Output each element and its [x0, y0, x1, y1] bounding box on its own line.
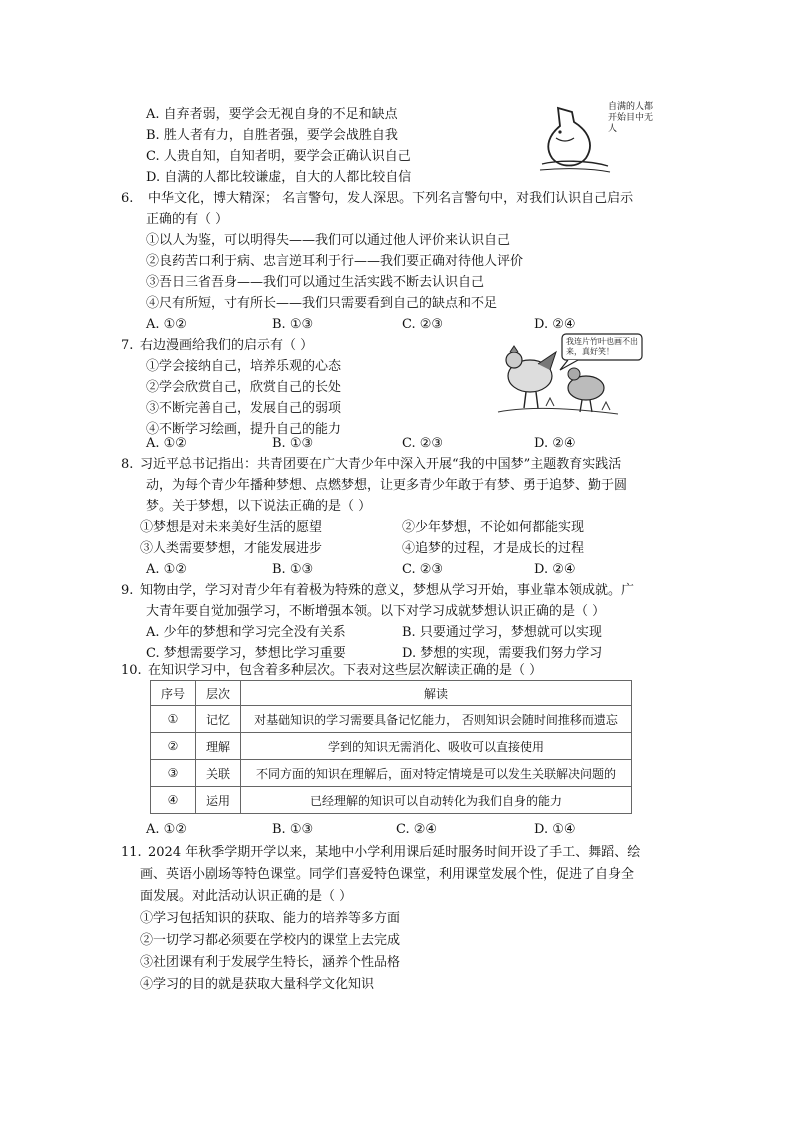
q6-item-1: ①以人为鉴，可以明得失——我们可以通过他人评价来认识自己: [146, 233, 511, 248]
q6-option-b: B. ①③: [272, 317, 314, 332]
table-cell: 学到的知识无需消化、吸收可以直接使用: [241, 733, 632, 760]
q10-option-b: B. ①③: [272, 822, 314, 837]
table-cell: 对基础知识的学习需要具备记忆能力， 否则知识会随时间推移而遗忘: [241, 706, 632, 733]
table-row: [151, 787, 632, 814]
q10-option-d: D. ①④: [534, 822, 576, 837]
q10-number: 10.: [121, 663, 142, 678]
knowledge-levels-table: [150, 680, 632, 814]
q6-number: 6.: [121, 191, 134, 206]
q9-stem-line2: 大青年要自觉加强学习，不断增强本领。以下对学习成就梦想认识正确的是（ ）: [146, 604, 606, 619]
q9-option-d: D. 梦想的实现，需要我们努力学习: [402, 646, 603, 661]
q8-number: 8.: [121, 457, 134, 472]
table-cell: 已经理解的知识可以自动转化为我们自身的能力: [241, 787, 632, 814]
q6-stem-line2: 正确的有（ ）: [146, 212, 229, 227]
q8-option-b: B. ①③: [272, 562, 314, 577]
q7-option-b: B. ①③: [272, 436, 314, 451]
q6-option-a: A. ①②: [146, 317, 187, 332]
q11-item-2: ②一切学习都必须要在学校内的课堂上去完成: [140, 933, 401, 948]
table-cell: 理解: [196, 733, 241, 760]
q11-stem-line2: 画、英语小剧场等特色课堂。同学们喜爱特色课堂，利用课堂发展个性，促进了自身全: [140, 867, 635, 882]
table-cell: ④: [151, 787, 196, 814]
q10-option-c: C. ②④: [396, 822, 438, 837]
q8-option-d: D. ②④: [534, 562, 576, 577]
q7-item-3: ③不断完善自己，发展自己的弱项: [146, 401, 342, 416]
q11-item-1: ①学习包括知识的获取、能力的培养等多方面: [140, 911, 401, 926]
q6-stem-line1: 中华文化，博大精深； 名言警句，发人深思。下列名言警句中，对我们认识自己启示: [148, 191, 634, 206]
q7-item-2: ②学会欣赏自己，欣赏自己的长处: [146, 380, 342, 395]
q8-option-a: A. ①②: [146, 562, 187, 577]
q8-stem-line2: 动，为每个青少年播种梦想、点燃梦想，让更多青少年敢于有梦、勇于追梦、勤于圆: [146, 478, 628, 493]
table-row: [151, 706, 632, 733]
q5-option-d: D. 自满的人都比较谦虚，自大的人都比较自信: [146, 170, 412, 185]
table-header: 层次: [196, 681, 241, 706]
table-header-row: [151, 681, 632, 706]
q7-stem: 右边漫画给我们的启示有（ ）: [140, 338, 314, 353]
q8-stem-line3: 梦。关于梦想，以下说法正确的是（ ）: [146, 499, 372, 514]
q11-item-4: ④学习的目的就是获取大量科学文化知识: [140, 977, 375, 992]
table-cell: 关联: [196, 760, 241, 787]
q6-option-c: C. ②③: [402, 317, 444, 332]
q6-item-3: ③吾日三省吾身——我们可以通过生活实践不断去认识自己: [146, 275, 485, 290]
table-row: [151, 760, 632, 787]
q7-item-4: ④不断学习绘画，提升自己的能力: [146, 422, 342, 437]
q7-item-1: ①学会接纳自己，培养乐观的心态: [146, 359, 342, 374]
cartoon-caption: 自满的人都开始目中无人: [608, 102, 654, 134]
q8-item-1: ①梦想是对未来美好生活的愿望: [140, 520, 323, 535]
q6-item-4: ④尺有所短，寸有所长——我们只需要看到自己的缺点和不足: [146, 296, 498, 311]
q7-option-d: D. ②④: [534, 436, 576, 451]
q8-stem-line1: 习近平总书记指出：共青团要在广大青少年中深入开展“我的中国梦”主题教育实践活: [140, 457, 622, 472]
q11-number: 11.: [121, 845, 142, 860]
table-header: 序号: [151, 681, 196, 706]
q11-stem-line3: 面发展。对此活动认识正确的是（ ）: [140, 889, 353, 904]
q11-stem-line1: 2024 年秋季学期开学以来，某地中小学利用课后延时服务时间开设了手工、舞蹈、绘: [148, 845, 641, 860]
table-cell: ③: [151, 760, 196, 787]
table-header: 解读: [241, 681, 632, 706]
q8-option-c: C. ②③: [402, 562, 444, 577]
table-cell: ②: [151, 733, 196, 760]
cartoon-speech-bubble: 我连片竹叶也画不出来，真好笑！: [566, 337, 638, 356]
cartoon-roosters: [490, 330, 646, 420]
cartoon-bottle-figure: [538, 98, 658, 174]
q6-item-2: ②良药苦口利于病、忠言逆耳利于行——我们要正确对待他人评价: [146, 254, 524, 269]
q10-stem: 在知识学习中，包含着多种层次。下表对这些层次解读正确的是（ ）: [148, 663, 543, 678]
q7-number: 7.: [121, 338, 134, 353]
q10-option-a: A. ①②: [146, 822, 187, 837]
table-cell: ①: [151, 706, 196, 733]
q9-option-a: A. 少年的梦想和学习完全没有关系: [146, 625, 346, 640]
q8-item-3: ③人类需要梦想，才能发展进步: [140, 541, 323, 556]
table-row: [151, 733, 632, 760]
q6-option-d: D. ②④: [534, 317, 576, 332]
q7-option-c: C. ②③: [402, 436, 444, 451]
q9-option-c: C. 梦想需要学习，梦想比学习重要: [146, 646, 346, 661]
table-cell: 记忆: [196, 706, 241, 733]
q9-option-b: B. 只要通过学习，梦想就可以实现: [402, 625, 602, 640]
q5-option-c: C. 人贵自知，自知者明，要学会正确认识自己: [146, 149, 411, 164]
q8-item-4: ④追梦的过程，才是成长的过程: [402, 541, 585, 556]
table-cell: 运用: [196, 787, 241, 814]
q8-item-2: ②少年梦想，不论如何都能实现: [402, 520, 585, 535]
q7-option-a: A. ①②: [146, 436, 187, 451]
table-cell: 不同方面的知识在理解后，面对特定情境是可以发生关联解决问题的: [241, 760, 632, 787]
q9-stem-line1: 知物由学，学习对青少年有着极为特殊的意义，梦想从学习开始，事业靠本领成就。广: [140, 583, 635, 598]
q5-option-a: A. 自弃者弱，要学会无视自身的不足和缺点: [146, 107, 398, 122]
q11-item-3: ③社团课有利于发展学生特长，涵养个性品格: [140, 955, 401, 970]
q9-number: 9.: [121, 583, 134, 598]
q5-option-b: B. 胜人者有力，自胜者强，要学会战胜自我: [146, 128, 398, 143]
